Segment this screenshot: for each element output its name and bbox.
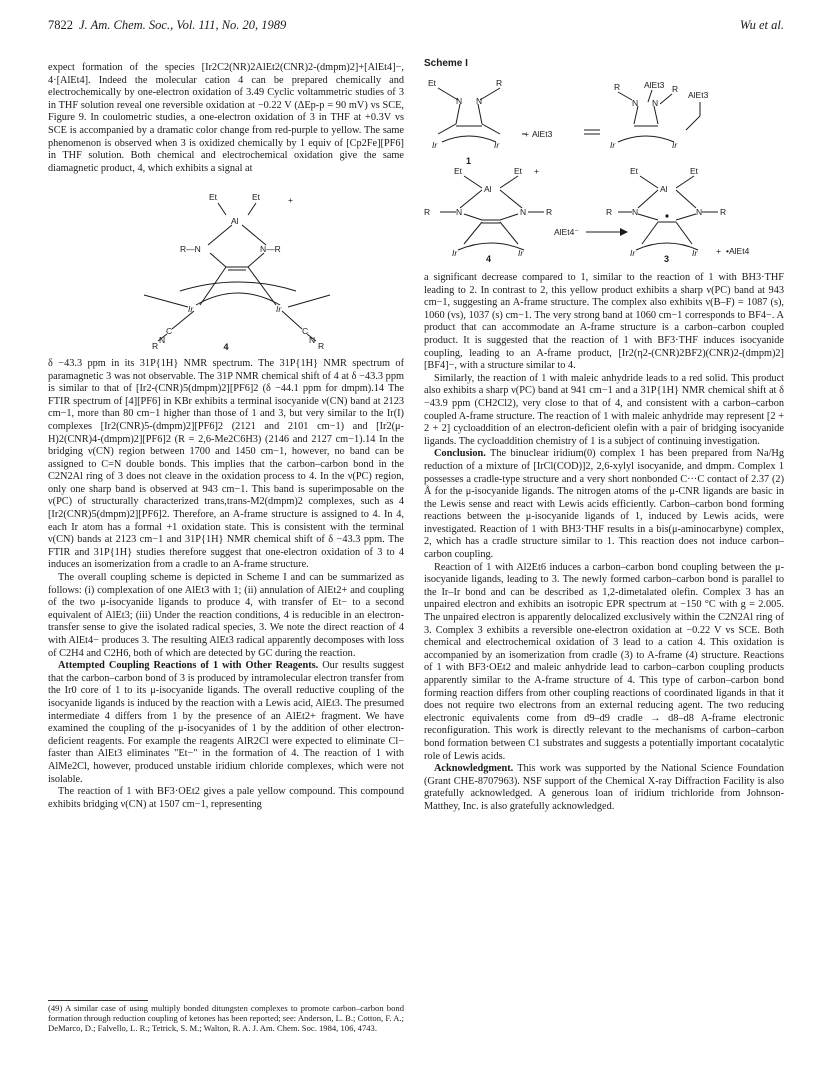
running-header <box>48 18 784 38</box>
acknowledgment-heading: Acknowledgment. <box>434 763 514 775</box>
svg-text:R: R <box>720 207 727 217</box>
svg-text:Ir: Ir <box>630 248 636 258</box>
footnote: (49) A similar case of using multiply bonded ditungsten complexes to promote carbon–carbon bond formation through reduction coupling of ketones has been reported; see: Anderson, L. B.; Cotton, F. A.; DeMarco, D.; Falvello, L. R.; Tetrick, S. M.; Walton, R. A. J. Am. Chem. Soc. 1984, 106, 4743. <box>48 1003 404 1034</box>
scheme-reagent: AlEt3 <box>532 129 553 139</box>
svg-text:AlEt3: AlEt3 <box>688 90 709 100</box>
journal-citation: J. Am. Chem. Soc., Vol. 111, No. 20, 1989 <box>79 18 287 32</box>
svg-text:R: R <box>546 207 553 217</box>
structure-4-nr-right: N—R <box>260 244 281 255</box>
svg-text:Ir: Ir <box>692 248 698 258</box>
svg-text:+: + <box>716 246 721 256</box>
svg-text:N: N <box>652 98 659 108</box>
paragraph: The overall coupling scheme is depicted in Scheme I and can be summarized as follows: (i) complexation of one AlEt3 with 1; (ii) annulation of AlEt2+ and coupling of the two μ-isocyanide ligands to produce 4, with transfer of Et− to a second equivalent of AlEt3; (iii) Under the reaction conditions, 4 is reducible in an electron-transfer sense to give the isolated radical species, 3. We note the direct reaction of 4 with AlEt4− produces 3. The resulting AlEt3 radical apparently decomposes with loss of C2H4 and C2H6, both of which are detected by GC during the reaction. <box>48 572 404 659</box>
svg-text:N: N <box>476 96 483 106</box>
left-column <box>48 62 404 811</box>
svg-text:Al: Al <box>660 184 668 194</box>
svg-text:Ir: Ir <box>452 248 458 258</box>
svg-text:Ir: Ir <box>672 140 678 150</box>
structure-4-ir-right: Ir <box>276 304 282 315</box>
scheme-compound-3: 3 <box>664 254 670 264</box>
svg-text:R: R <box>606 207 613 217</box>
svg-text:N: N <box>520 207 527 217</box>
svg-text:AlEt3: AlEt3 <box>644 80 665 90</box>
acknowledgment-text: This work was supported by the National Science Foundation (Grant CHE-8707963). NSF support of the Chemical X-ray Diffraction Facility is also gratefully acknowledged. A generous loan of iridium trichloride from Johnson-Matthey, Inc. is also gratefully acknowledged. <box>424 763 784 812</box>
scheme-compound-4: 4 <box>486 254 492 264</box>
svg-text:Et: Et <box>454 166 463 176</box>
svg-text:Et: Et <box>630 166 639 176</box>
section-heading: Attempted Coupling Reactions of 1 with Other Reagents. <box>58 660 319 672</box>
svg-text:R: R <box>672 84 679 94</box>
paragraph: Reaction of 1 with Al2Et6 induces a carbon–carbon bond coupling between the μ-isocyanide ligands, leading to 3. The newly formed carbon–carbon bond is parallel to the Ir–Ir bond and can be described as 1,2-dimetalated olefin. Complex 3 has an unpaired electron and exhibits an isotropic EPR spectrum at −150 °C with g = 2.005. The unpaired electron is apparently delocalized exclusively within the C2N2Al ring of 3. Complex 3 exhibits a reversible one-electron oxidation at −0.22 V vs SCE. Both chemical and electrochemical oxidation of 3 lead to a cation 4. This oxidation is accompanied by an isomerization from cradle (3) to A-frame (4) structure. Reactions of 1 with BF3·OEt2 and maleic anhydride lead to carbon–carbon coupling products apparently similar to the A-frame structure of 4. This type of carbon–carbon bond forming reaction differs from other coupling reactions of coordinated ligands in that it does not require two electrons from an external reducing agent. The two reducing electronic equivalents come from d9–d9 cradle → d8–d8 A-frame electronic reconfiguration. This work is directly relevant to the mechanisms of carbon–carbon bond formation between C1 substrates and suggests a potentially important cocatalytic role of Lewis acids. <box>424 561 784 762</box>
svg-text:N: N <box>696 207 703 217</box>
scheme-radical: •AlEt4 <box>726 246 750 256</box>
paragraph: a significant decrease compared to 1, similar to the reaction of 1 with BH3·THF leading to 2. In contrast to 2, this yellow product exhibits a sharp ν(PC) band at 943 cm−1, suggesting an A-frame structure. The complex also exhibits ν(B–F) = 1087 (s), 1060 (vs), 1037 (s) cm−1. The very strong band at 1060 cm−1 corresponds to BF4−. A product that can accommodate an A-frame structure is a carbon–carbon coupled product. It is suggested that the reaction of 1 with BF3·THF induces isocyanide coupling, leading to an A-frame product, [Ir2(η2-(CNR)2BF2)(CNR)2-(dmpm)2][BF4]−, with a structure similar to 4. <box>424 272 784 372</box>
structure-4-c-left: C <box>166 326 173 337</box>
page-number: 7822 <box>48 18 73 32</box>
scheme-1-figure <box>424 58 784 264</box>
svg-text:R: R <box>614 82 621 92</box>
structure-4-charge: + <box>288 195 293 206</box>
scheme-anion: AlEt4⁻ <box>554 227 579 237</box>
svg-text:Ir: Ir <box>610 140 616 150</box>
svg-text:N: N <box>456 207 463 217</box>
scheme-compound-1: 1 <box>466 156 472 166</box>
structure-4-figure <box>48 181 404 352</box>
section-heading: Conclusion. <box>434 448 486 460</box>
svg-text:N: N <box>632 98 639 108</box>
structure-4-number: 4 <box>223 342 229 353</box>
svg-text:Ir: Ir <box>494 140 500 150</box>
structure-4-r-left: R <box>152 341 159 352</box>
right-column <box>424 272 784 814</box>
svg-text:N: N <box>456 96 463 106</box>
structure-4-rn-left: R—N <box>180 244 201 255</box>
svg-text:+: + <box>524 129 529 139</box>
paragraph <box>48 660 404 786</box>
paragraph <box>424 448 784 561</box>
paragraph: δ −43.3 ppm in its 31P{1H} NMR spectrum. The 31P{1H} NMR spectrum of paramagnetic 3 was not observable. The 31P NMR chemical shift of 4 at δ −43.3 ppm is similar to that of [Ir2-(CNR)5(dmpm)2][PF6]2 (δ −44.1 ppm for dmpm).14 The FTIR spectrum of [4][PF6] in KBr exhibits a terminal isocyanide ν(CN) band at 2123 cm−1, more than 80 cm−1 higher than those of 1 and 3, but very similar to the Ir(I) complexes [Ir2(CNR)5-(dmpm)2][PF6]2 (2121 and 2101 cm−1) and [Ir2(μ-H)2(CNR)4-(dmpm)2][PF6]2 (R = 2,6-Me2C6H3) (2146 and 2127 cm−1).14 In the bridging ν(CN) region between 1700 and 1450 cm−1, however, no band can be assigned to C=N double bonds. This implies that the carbon–carbon bond in the C2N2Al ring of 3 does not cleave in the oxidation process to 4. In the ν(PC) region, only one sharp band is observed at 943 cm−1. This band is superimposable on the ν(PC) of structurally characterized trans,trans-M2(dmpm)2 complexes, such as 4 [Ir2(CNR)5(dmpm)2][PF6]2. Therefore, an A-frame structure is assigned to 4. In 4, each Ir atom has a formal +1 oxidation state. This is consistent with the terminal ν(CN) bands at 2123 cm−1 and 31P{1H} NMR chemical shift of δ −43.3 ppm. The FTIR and 31P{1H} studies therefore suggest that one-electron oxidation of 3 to 4 induces an isomerization from a cradle to an A-frame structure. <box>48 357 404 571</box>
paragraph: expect formation of the species [Ir2C2(NR)2AlEt2(CNR)2-(dmpm)2]+[AlEt4]−, 4·[AlEt4]. Indeed the molecular cation 4 can be prepared chemically and electrochemically by one-electron oxidation of 3.49 Cyclic voltammetric studies of 3 in THF solution reveal one reversible oxidation at −0.22 V (ΔEp-p = 90 mV) vs SCE, Figure 9. In coulometric studies, a one-electron oxidation of 3 in THF at +0.3V vs SCE is accompanied by a dramatic color change from red-purple to yellow. The same phenomenon is observed when 3 is oxidized chemically by 1 equiv of [Cp2Fe][PF6] in THF solution. Both chemical and electrochemical oxidation give the same diamagnetic product, 4, which exhibits a signal at <box>48 62 404 174</box>
svg-text:Et: Et <box>428 78 437 88</box>
header-left <box>48 18 286 33</box>
structure-4-et-left: Et <box>209 192 218 203</box>
structure-4-c-right: C <box>302 326 309 337</box>
svg-text:R: R <box>496 78 503 88</box>
paragraph: Similarly, the reaction of 1 with maleic anhydride leads to a red solid. This product also exhibits a sharp ν(PC) band at 941 cm−1 and a 31P{1H} NMR chemical shift at δ −43.9 ppm (CH2Cl2), very close to that of 4, and consistent with a carbon–carbon coupled A-frame structure. The reaction of 1 with maleic anhydride may represent [2 + 2 + 2] cycloaddition of an electron-deficient olefin with a pair of bridging isocyanide ligands. The cycloaddition chemistry of 1 is a subject of continuing investigation. <box>424 372 784 447</box>
svg-text:Et: Et <box>690 166 699 176</box>
svg-text:+: + <box>534 166 539 176</box>
svg-text:Ir: Ir <box>518 248 524 258</box>
paragraph: The reaction of 1 with BF3·OEt2 gives a pale yellow compound. This compound exhibits bridging ν(CN) at 1507 cm−1, representing <box>48 786 404 810</box>
svg-text:Ir: Ir <box>432 140 438 150</box>
footnote-divider <box>48 1000 148 1001</box>
paragraph-text: The binuclear iridium(0) complex 1 has been prepared from Na/Hg reduction of a mixture of [IrCl(COD)]2, 2,6-xylyl isocyanide, and dmpm. Complex 1 possesses a cradle-type structure and a very short nonbonded C···C contact of 2.37 (2) Å for the μ-isocyanide ligands. The nitrogen atoms of the μ-CNR ligands are basic in the Lewis sense and react with Lewis acids efficiently. Carbon–carbon bond forming reactions between the μ-isocyanide ligands of 1, induced by Lewis acids, were investigated. Reaction of 1 with BH3·THF results in a bis(μ-aminocarbyne) complex, 2, which has a cradle structure similar to 1. This reaction does not induce carbon–carbon coupling. <box>424 448 784 561</box>
scheme-1-drawing <box>424 72 784 262</box>
structure-4-et-right: Et <box>252 192 261 203</box>
acknowledgment <box>424 763 784 813</box>
structure-4-drawing <box>48 181 404 352</box>
structure-4-n-right: N <box>309 335 316 346</box>
structure-4-r-right: R <box>318 341 325 352</box>
structure-4-al: Al <box>231 216 239 227</box>
structure-4-n-left: N <box>159 335 166 346</box>
header-authors: Wu et al. <box>739 18 784 32</box>
svg-text:N: N <box>632 207 639 217</box>
svg-text:Al: Al <box>484 184 492 194</box>
svg-text:R: R <box>424 207 431 217</box>
scheme-title: Scheme I <box>424 58 468 69</box>
structure-4-ir-left: Ir <box>188 304 194 315</box>
svg-text:Et: Et <box>514 166 523 176</box>
paragraph-text: Our results suggest that the carbon–carbon bond of 3 is produced by intramolecular electron transfer from the Ir0 core of 1 to its μ-isocyanide ligands. The overall reductive coupling of the isocyanide ligands is induced by the reaction with a Lewis acid, AlEt3. The presumed intermediate 4 differs from 1 by the presence of an AlEt2+ fragment. We have examined the coupling of the μ-isocyanides of 1 by the addition of other electron-deficient reagents. For example the reagents AlR2Cl were expected to eliminate Cl− faster than AlEt3 eliminates "Et−" in the formation of 4. The reaction of 1 with AlMe2Cl, however, produced unstable iridium chloride complexes, which were not isolable. <box>48 660 404 785</box>
